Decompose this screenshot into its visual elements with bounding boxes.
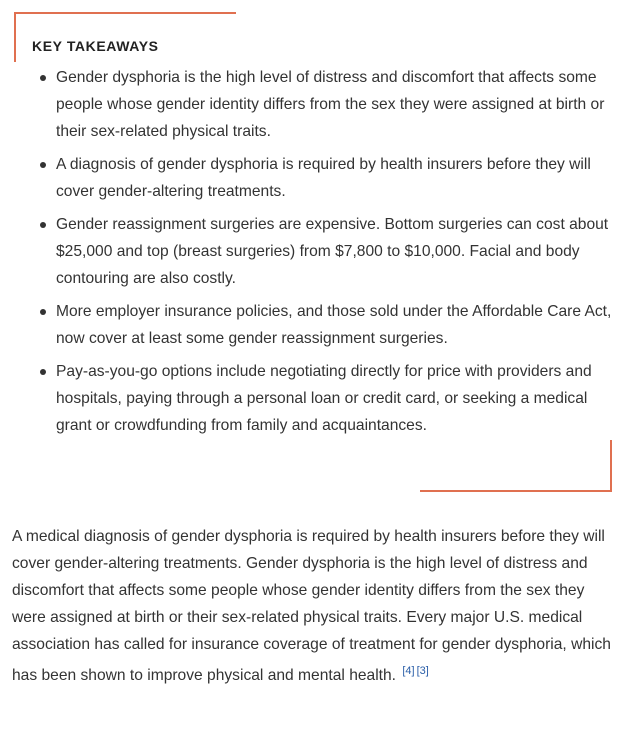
- takeaway-item: A diagnosis of gender dysphoria is required by health insurers before they will cover gender-altering treatments.: [56, 151, 612, 205]
- accent-border-left-top: [14, 12, 16, 62]
- key-takeaways-list: [36, 64, 612, 445]
- article-paragraph-text: A medical diagnosis of gender dysphoria is required by health insurers before they will cover gender-altering treatments. Gender dysphoria is the high level of distress and discomfort that affects some people whose gender identity differs from the sex they were assigned at birth or their sex-related physical traits. Every major U.S. medical association has called for insurance coverage of treatment for gender dysphoria, which has been shown to improve physical and mental health.: [12, 528, 611, 684]
- takeaway-item: Gender dysphoria is the high level of distress and discomfort that affects some people whose gender identity differs from the sex they were assigned at birth or their sex-related physical traits.: [56, 64, 612, 145]
- takeaway-item: More employer insurance policies, and those sold under the Affordable Care Act, now cover at least some gender reassignment surgeries.: [56, 298, 612, 352]
- accent-border-top-left: [14, 12, 236, 14]
- citation-link-3[interactable]: [3]: [416, 665, 429, 677]
- takeaway-item: Pay-as-you-go options include negotiating directly for price with providers and hospitals, paying through a personal loan or credit card, or seeking a medical grant or crowdfunding from family and acquaintances.: [56, 358, 612, 439]
- accent-border-bottom-right: [420, 490, 612, 492]
- key-takeaways-title: KEY TAKEAWAYS: [32, 38, 159, 54]
- key-takeaways-box: [14, 12, 612, 492]
- article-paragraph: [12, 523, 622, 689]
- accent-border-right-bottom: [610, 440, 612, 492]
- takeaway-item: Gender reassignment surgeries are expensive. Bottom surgeries can cost about $25,000 and top (breast surgeries) from $7,800 to $10,000. Facial and body contouring are also costly.: [56, 211, 612, 292]
- citation-link-4[interactable]: [4]: [402, 665, 415, 677]
